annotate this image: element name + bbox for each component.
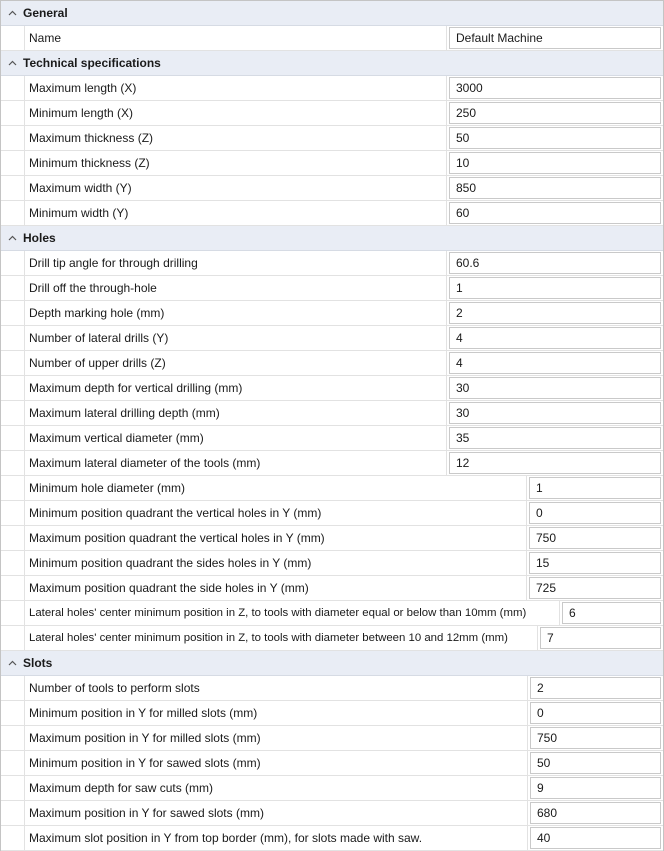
property-value-field[interactable]: 750 [530,727,661,749]
property-row [1,351,663,376]
property-label: Maximum length (X) [25,76,447,100]
property-row [1,676,663,701]
property-row [1,101,663,126]
property-row [1,801,663,826]
chevron-up-icon[interactable] [1,651,23,676]
property-value-field[interactable]: 0 [529,502,661,524]
property-label: Minimum position quadrant the sides holes in Y (mm) [25,551,527,575]
property-value-field[interactable]: 680 [530,802,661,824]
property-value-field[interactable]: 1 [529,477,661,499]
property-label: Minimum position in Y for sawed slots (mm) [25,751,528,775]
property-value-field[interactable]: 15 [529,552,661,574]
property-label: Maximum slot position in Y from top border (mm), for slots made with saw. [25,826,528,850]
property-row [1,451,663,476]
section-header-slots[interactable] [1,651,663,676]
property-row [1,301,663,326]
property-label: Number of lateral drills (Y) [25,326,447,350]
property-row [1,476,663,501]
property-value-field[interactable]: 12 [449,452,661,474]
property-row [1,626,663,651]
property-row [1,501,663,526]
property-label: Minimum thickness (Z) [25,151,447,175]
property-label: Minimum length (X) [25,101,447,125]
property-value-field[interactable]: 30 [449,402,661,424]
property-label: Lateral holes' center minimum position in Z, to tools with diameter between 10 and 12mm (mm) [25,626,538,650]
property-row [1,726,663,751]
property-row [1,701,663,726]
property-label: Maximum depth for vertical drilling (mm) [25,376,447,400]
property-label: Maximum thickness (Z) [25,126,447,150]
property-label: Maximum lateral drilling depth (mm) [25,401,447,425]
property-label: Drill tip angle for through drilling [25,251,447,275]
property-label: Maximum position quadrant the vertical holes in Y (mm) [25,526,527,550]
property-label: Minimum position quadrant the vertical holes in Y (mm) [25,501,527,525]
property-label: Maximum position in Y for milled slots (mm) [25,726,528,750]
property-row [1,126,663,151]
property-row [1,176,663,201]
property-value-field[interactable]: 0 [530,702,661,724]
property-row [1,251,663,276]
section-header-technical[interactable] [1,51,663,76]
property-row [1,376,663,401]
section-title-technical: Technical specifications [23,56,161,70]
property-value-field[interactable]: 725 [529,577,661,599]
property-value-field[interactable]: 1 [449,277,661,299]
property-label: Minimum hole diameter (mm) [25,476,527,500]
property-value-field[interactable]: 4 [449,352,661,374]
property-value-field[interactable]: 250 [449,102,661,124]
property-value-field[interactable]: Default Machine [449,27,661,49]
property-row [1,776,663,801]
property-row [1,526,663,551]
property-label: Number of tools to perform slots [25,676,528,700]
section-header-holes[interactable] [1,226,663,251]
property-row [1,326,663,351]
property-label: Maximum depth for saw cuts (mm) [25,776,528,800]
property-value-field[interactable]: 2 [530,677,661,699]
property-label: Minimum width (Y) [25,201,447,225]
chevron-up-icon[interactable] [1,51,23,76]
property-label: Name [25,26,447,50]
property-value-field[interactable]: 3000 [449,77,661,99]
section-title-slots: Slots [23,656,53,670]
property-value-field[interactable]: 7 [540,627,661,649]
chevron-up-icon[interactable] [1,1,23,26]
property-value-field[interactable]: 6 [562,602,661,624]
property-label: Maximum width (Y) [25,176,447,200]
property-label: Maximum vertical diameter (mm) [25,426,447,450]
property-value-field[interactable]: 750 [529,527,661,549]
property-label: Minimum position in Y for milled slots (mm) [25,701,528,725]
property-value-field[interactable]: 60 [449,202,661,224]
property-row [1,826,663,851]
property-row [1,551,663,576]
property-row [1,601,663,626]
property-label: Maximum position quadrant the side holes in Y (mm) [25,576,527,600]
property-value-field[interactable]: 30 [449,377,661,399]
property-row [1,76,663,101]
property-value-field[interactable]: 10 [449,152,661,174]
property-value-field[interactable]: 40 [530,827,661,849]
property-value-field[interactable]: 4 [449,327,661,349]
section-header-general[interactable] [1,1,663,26]
property-value-field[interactable]: 50 [449,127,661,149]
property-value-field[interactable]: 9 [530,777,661,799]
property-value-field[interactable]: 60.6 [449,252,661,274]
property-label: Drill off the through-hole [25,276,447,300]
property-label: Lateral holes' center minimum position in Z, to tools with diameter equal or below than 10mm (mm) [25,601,560,625]
section-title-holes: Holes [23,231,56,245]
section-title-general: General [23,6,68,20]
property-label: Maximum position in Y for sawed slots (mm) [25,801,528,825]
chevron-up-icon[interactable] [1,226,23,251]
property-label: Depth marking hole (mm) [25,301,447,325]
property-row [1,401,663,426]
property-value-field[interactable]: 50 [530,752,661,774]
property-value-field[interactable]: 35 [449,427,661,449]
property-row [1,26,663,51]
property-value-field[interactable]: 850 [449,177,661,199]
property-value-field[interactable]: 2 [449,302,661,324]
property-row [1,426,663,451]
property-label: Number of upper drills (Z) [25,351,447,375]
property-row [1,201,663,226]
property-row [1,751,663,776]
property-row [1,576,663,601]
property-label: Maximum lateral diameter of the tools (mm) [25,451,447,475]
property-row [1,276,663,301]
property-row [1,151,663,176]
